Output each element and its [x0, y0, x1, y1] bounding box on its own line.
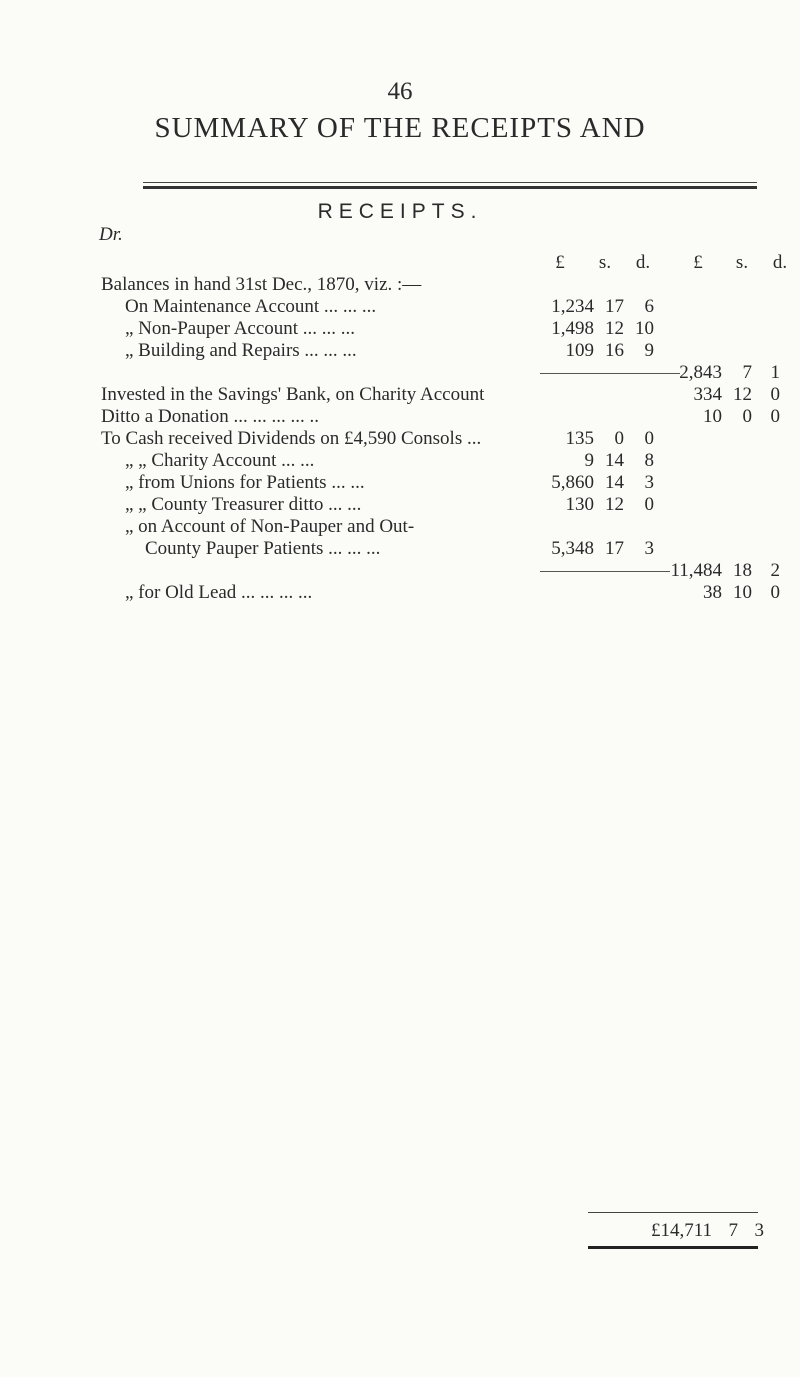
amount-shillings: 0: [614, 428, 624, 449]
total-shillings: 0: [742, 406, 752, 427]
row-text: „ „ Charity Account ... ...: [125, 450, 315, 471]
amount-pence: 3: [644, 472, 654, 493]
total-pence: 0: [770, 384, 780, 405]
title-rule-thin: [143, 182, 757, 183]
page-number: 46: [387, 78, 413, 105]
header-pence-total: d.: [772, 252, 788, 273]
subtotal-rule: [540, 373, 680, 374]
amount-pounds: 1,498: [551, 318, 594, 339]
amount-pence: 8: [644, 450, 654, 471]
header-pounds-total: £: [693, 252, 703, 273]
subtotal-rule: [540, 571, 670, 572]
section-heading: RECEIPTS.: [317, 200, 483, 223]
header-shillings: s.: [598, 252, 612, 273]
amount-pounds: 9: [584, 450, 594, 471]
amount-shillings: 16: [605, 340, 624, 361]
total-shillings: 18: [733, 560, 752, 581]
amount-pounds: 109: [565, 340, 594, 361]
grand-total-pounds: £14,711: [650, 1220, 712, 1241]
header-shillings-total: s.: [735, 252, 749, 273]
dr-label: Dr.: [99, 224, 123, 245]
total-shillings: 12: [733, 384, 752, 405]
grand-total-rule-top: [588, 1212, 758, 1213]
amount-pounds: 1,234: [551, 296, 594, 317]
total-pounds: 334: [693, 384, 722, 405]
amount-pounds: 130: [565, 494, 594, 515]
total-pence: 1: [770, 362, 780, 383]
row-text: „ Non-Pauper Account ... ... ...: [125, 318, 356, 339]
amount-shillings: 14: [605, 472, 624, 493]
total-pounds: 38: [703, 582, 722, 603]
total-shillings: 7: [742, 362, 752, 383]
row-text: „ „ County Treasurer ditto ... ...: [125, 494, 362, 515]
row-text: „ Building and Repairs ... ... ...: [125, 340, 357, 361]
grand-total-rule-bottom: [588, 1246, 758, 1249]
row-text: On Maintenance Account ... ... ...: [125, 296, 377, 317]
amount-pence: 3: [644, 538, 654, 559]
row-text: Invested in the Savings' Bank, on Charity Account: [101, 384, 485, 405]
amount-pence: 10: [635, 318, 654, 339]
amount-shillings: 14: [605, 450, 624, 471]
total-pence: 0: [770, 406, 780, 427]
header-pence: d.: [635, 252, 651, 273]
amount-pence: 9: [644, 340, 654, 361]
row-text: „ from Unions for Patients ... ...: [125, 472, 365, 493]
amount-shillings: 17: [605, 538, 624, 559]
row-text: Ditto a Donation ... ... ... ... ..: [101, 406, 319, 427]
amount-shillings: 17: [605, 296, 624, 317]
total-pounds: 2,843: [679, 362, 722, 383]
row-text: Balances in hand 31st Dec., 1870, viz. :—: [101, 274, 422, 295]
title-rule-thick: [143, 186, 757, 189]
amount-pence: 0: [644, 494, 654, 515]
row-text: „ for Old Lead ... ... ... ...: [125, 582, 313, 603]
total-shillings: 10: [733, 582, 752, 603]
page-title: SUMMARY OF THE RECEIPTS AND: [154, 112, 646, 144]
total-pence: 0: [770, 582, 780, 603]
amount-shillings: 12: [605, 318, 624, 339]
row-text: „ on Account of Non-Pauper and Out-: [125, 516, 415, 537]
amount-pounds: 5,860: [551, 472, 594, 493]
grand-total-pence: 3: [754, 1220, 764, 1241]
amount-pence: 6: [644, 296, 654, 317]
row-text: To Cash received Dividends on £4,590 Consols ...: [101, 428, 482, 449]
header-pounds: £: [555, 252, 565, 273]
amount-pounds: 135: [565, 428, 594, 449]
total-pounds: 11,484: [670, 560, 722, 581]
total-pence: 2: [770, 560, 780, 581]
amount-pence: 0: [644, 428, 654, 449]
total-pounds: 10: [703, 406, 722, 427]
row-text: County Pauper Patients ... ... ...: [145, 538, 381, 559]
amount-pounds: 5,348: [551, 538, 594, 559]
grand-total-shillings: 7: [728, 1220, 738, 1241]
amount-shillings: 12: [605, 494, 624, 515]
